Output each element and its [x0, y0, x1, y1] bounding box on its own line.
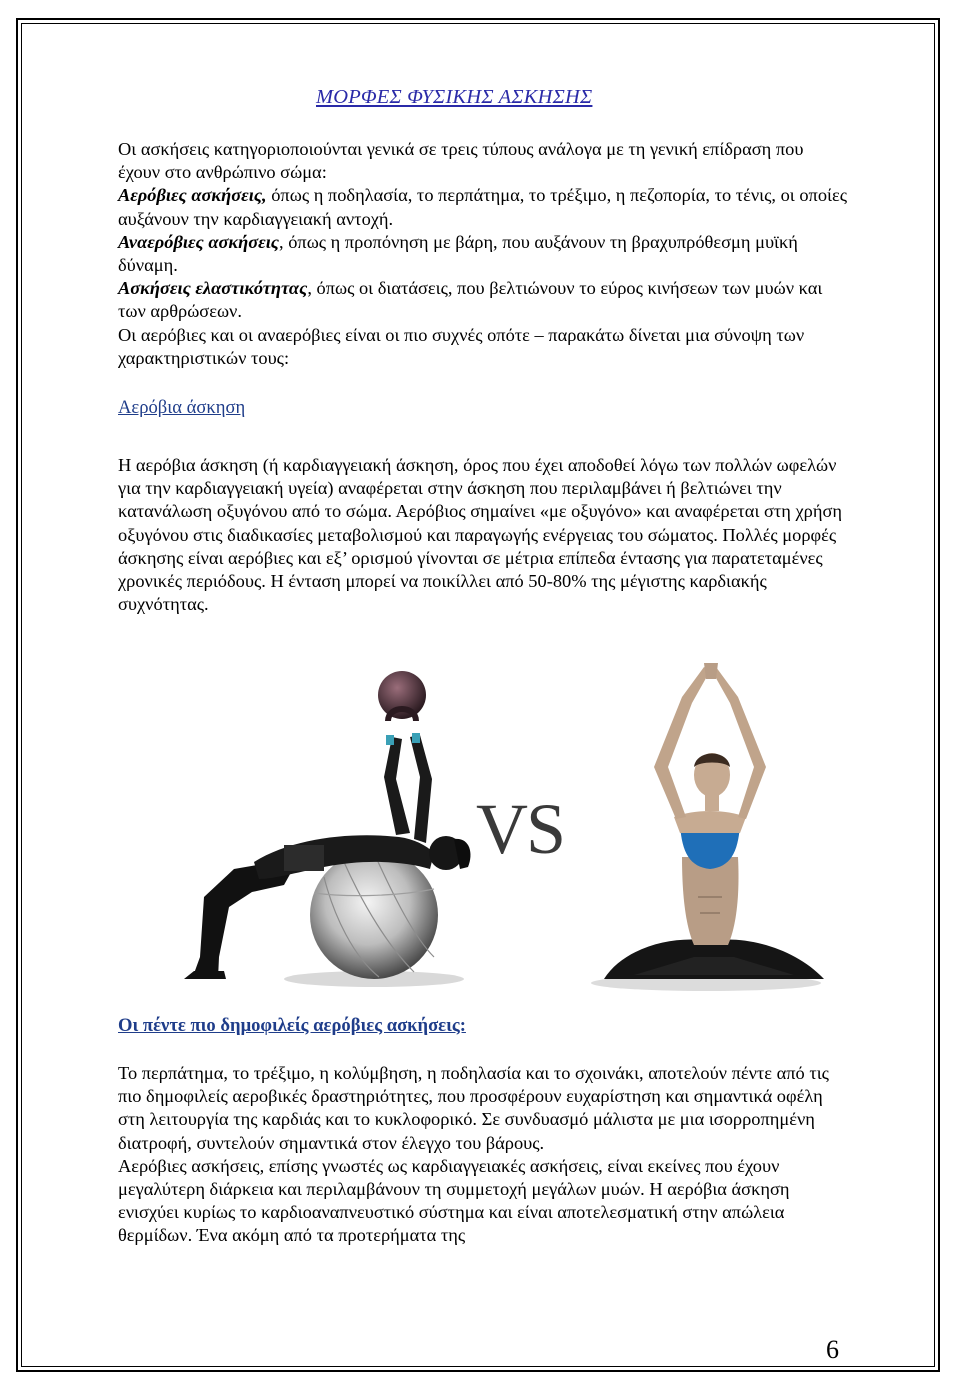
anaerobic-item	[118, 231, 848, 277]
anaerobic-label: Αναερόβιες ασκήσεις	[118, 231, 280, 252]
page-title: ΜΟΡΦΕΣ ΦΥΣΙΚΗΣ ΑΣΚΗΣΗΣ	[316, 86, 593, 108]
popular-exercises-paragraph-2: Αερόβιες ασκήσεις, επίσης γνωστές ως καρδιαγγειακές ασκήσεις, είναι εκείνες που έχουν μεγαλύτερη διάρκεια και περιλαμβάνουν τη συμμετοχή μεγάλων μυών. Η αερόβια άσκηση ενισχύει κυρίως το καρδιοαναπνευστικό σύστημα και είναι αποτελεσματική στην απώλεια θερμίδων. Ένα ακόμη από τα προτερήματα της	[118, 1155, 790, 1246]
aerobic-exercise-heading: Αερόβια άσκηση	[118, 397, 246, 418]
aerobic-text: όπως η ποδηλασία, το περπάτημα, το τρέξιμο, η πεζοπορία, το τένις, οι οποίες αυξάνουν την καρδιαγγειακή αντοχή.	[118, 185, 847, 229]
yoga-figure	[591, 663, 824, 991]
intro-block	[118, 138, 848, 370]
flexibility-text: , όπως οι διατάσεις, που βελτιώνουν το εύρος κινήσεων των μυών και των αρθρώσεων.	[118, 278, 823, 322]
aerobic-item	[118, 184, 848, 230]
aerobic-exercise-paragraph: Η αερόβια άσκηση (ή καρδιαγγειακή άσκηση, όρος που έχει αποδοθεί λόγω των πολλών ωφελών για την καρδιαγγειακή υγεία) αναφέρεται στην άσκηση που περιλαμβάνει ή βελτιώνει την κατανάλωση οξυγόνου από το σώμα. Αερόβιος σημαίνει «με οξυγόνο» και αναφέρεται στη χρήση οξυγόνου στις διαδικασίες μεταβολισμού και παραγωγής ενέργειας του σώματος. Πολλές μορφές άσκησης είναι αερόβιες και εξ’ ορισμού γίνονται σε μέτρια επίπεδα έντασης για παρατεταμένες χρονικές περιόδους. Η ένταση μπορεί να ποικίλλει από 50-80% της μέγιστης καρδιακής συχνότητας.	[118, 455, 842, 615]
flexibility-item	[118, 277, 848, 323]
flexibility-label: Ασκήσεις ελαστικότητας	[118, 278, 308, 299]
aerobic-exercise-body	[118, 454, 848, 616]
popular-exercises-body	[118, 1062, 848, 1248]
summary-text: Οι αερόβιες και οι αναερόβιες είναι οι πιο συχνές οπότε – παρακάτω δίνεται μια σύνοψη των χαρακτηριστικών τους:	[118, 324, 805, 368]
vs-label: VS	[476, 789, 565, 869]
exercise-ball	[310, 851, 438, 979]
anaerobic-text: , όπως η προπόνηση με βάρη, που αυξάνουν τη βραχυπρόθεσμη μυϊκή δύναμη.	[118, 231, 798, 276]
ball-exercise-figure	[184, 671, 470, 987]
intro-line: Οι ασκήσεις κατηγοριοποιούνται γενικά σε τρεις τύπους ανάλογα με τη γενική επίδραση που έχουν στο ανθρώπινο σώμα:	[118, 139, 804, 183]
exercise-comparison-photo	[134, 657, 829, 995]
aerobic-label: Αερόβιες ασκήσεις,	[118, 185, 267, 206]
popular-exercises-heading: Οι πέντε πιο δημοφιλείς αερόβιες ασκήσεις:	[118, 1015, 466, 1036]
exercise-comparison-illustration	[134, 657, 829, 995]
popular-exercises-paragraph-1: Το περπάτημα, το τρέξιμο, η κολύμβηση, η ποδηλασία και το σχοινάκι, αποτελούν πέντε από τις πιο δημοφιλείς αεροβικές δραστηριότητες, που προσφέρουν ευχαρίστηση και σημαντικά οφέλη στη λειτουργία της καρδιάς και το κυκλοφορικό. Σε συνδυασμό μάλιστα με μια ισορροπημένη διατροφή, συντελούν σημαντικά στον έλεγχο του βάρους.	[118, 1063, 829, 1153]
page-number: 6	[826, 1335, 839, 1364]
